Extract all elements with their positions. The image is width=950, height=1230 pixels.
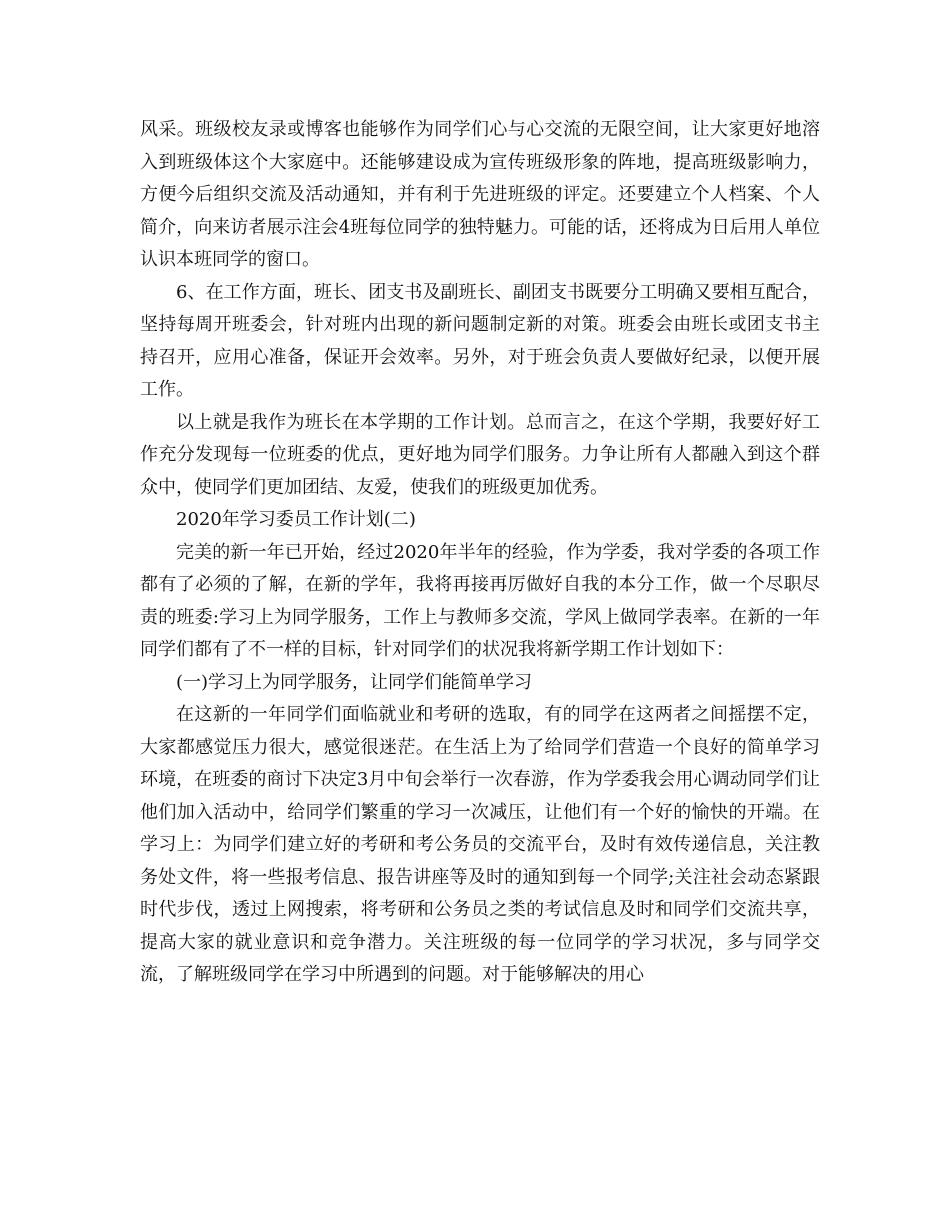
paragraph-work-division: 6、在工作方面，班长、团支书及副班长、副团支书既要分工明确又要相互配合，坚持每周开班委会，针对班内出现的新问题制定新的对策。班委会由班长或团支书主持召开，应用心准备，保证开会效率。另外，对于班会负责人要做好纪录，以便开展工作。 [140,281,820,400]
paragraph-study-plan: 在这新的一年同学们面临就业和考研的选取，有的同学在这两者之间摇摆不定，大家都感觉压力很大，感觉很迷茫。在生活上为了给同学们营造一个良好的简单学习环境，在班委的商讨下决定3月中旬会举行一次春游，作为学委我会用心调动同学们让他们加入活动中，给同学们繁重的学习一次减压，让他们有一个好的愉快的开端。在学习上：为同学们建立好的考研和考公务员的交流平台，及时有效传递信息，关注教务处文件，将一些报考信息、报告讲座等及时的通知到每一个同学;关注社会动态紧跟时代步伐，透过上网搜索，将考研和公务员之类的考试信息及时和同学们交流共享，提高大家的就业意识和竞争潜力。关注班级的每一位同学的学习状况，多与同学交流，了解班级同学在学习中所遇到的问题。对于能够解决的用心 [140,704,820,985]
paragraph-summary: 以上就是我作为班长在本学期的工作计划。总而言之，在这个学期，我要好好工作充分发现每一位班委的优点，更好地为同学们服务。力争让所有人都融入到这个群众中，使同学们更加团结、友爱，使我们的班级更加优秀。 [140,411,820,498]
subheading-study-service: (一)学习上为同学服务，让同学们能简单学习 [176,671,533,693]
section-heading-study-committee: 2020年学习委员工作计划(二) [176,509,416,530]
paragraph-school-blog: 风采。班级校友录或博客也能够作为同学们心与心交流的无限空间，让大家更好地溶入到班级体这个大家庭中。还能够建设成为宣传班级形象的阵地，提高班级影响力，方便今后组织交流及活动通知，并有利于先进班级的评定。还要建立个人档案、个人简介，向来访者展示注会4班每位同学的独特魅力。可能的话，还将成为日后用人单位认识本班同学的窗口。 [140,119,820,270]
document-body [140,114,820,992]
paragraph-new-year-intro: 完美的新一年已开始，经过2020年半年的经验，作为学委，我对学委的各项工作都有了必须的了解，在新的学年，我将再接再厉做好自我的本分工作，做一个尽职尽责的班委:学习上为同学服务，工作上与教师多交流，学风上做同学表率。在新的一年同学们都有了不一样的目标，针对同学们的状况我将新学期工作计划如下： [140,541,820,660]
